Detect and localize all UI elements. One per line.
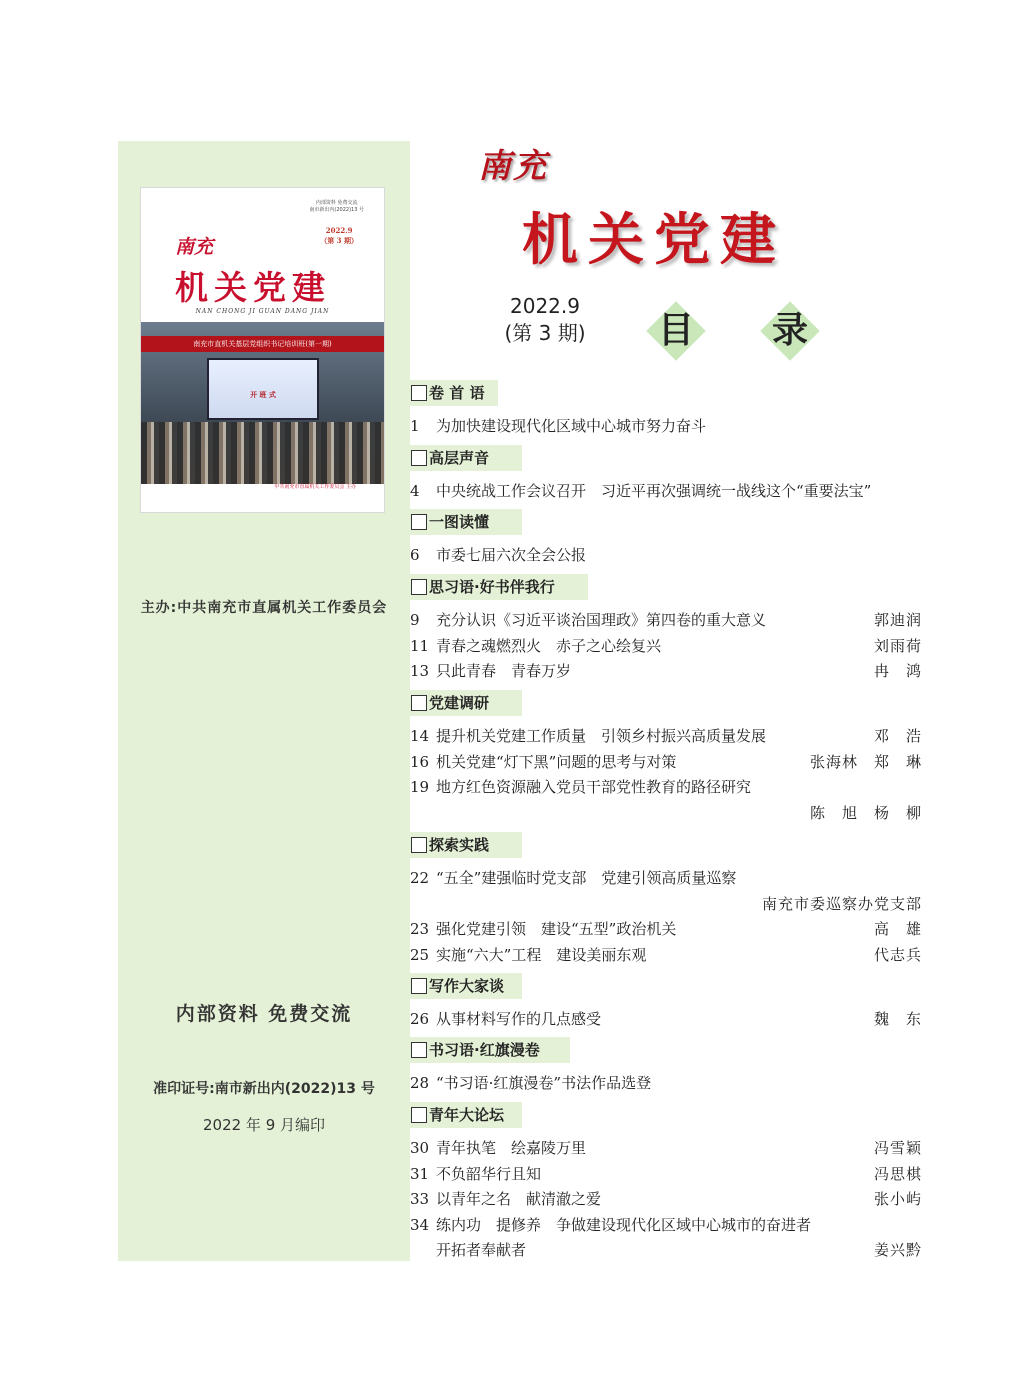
toc-entry-author: 刘雨荷	[873, 636, 922, 655]
toc-page-number: 9	[410, 611, 420, 629]
toc-section-title: 高层声音	[429, 449, 490, 467]
cover-meta-line1: 内部资料 免费交流	[315, 200, 358, 206]
toc-entry-author: 冉 鸿	[873, 662, 922, 680]
cover-issue	[320, 226, 358, 246]
contents-heading-char-2: 录	[760, 306, 820, 356]
cover-title-small: 南充	[175, 236, 214, 258]
toc-entry[interactable]	[410, 775, 922, 800]
toc-section-header	[410, 973, 522, 999]
toc-entry[interactable]	[410, 1238, 922, 1263]
toc-entry[interactable]	[410, 724, 922, 749]
toc-page-number: 30	[410, 1139, 430, 1157]
toc-entry[interactable]	[410, 634, 922, 659]
toc-section-header	[410, 574, 588, 600]
toc-section-title: 青年大论坛	[429, 1106, 505, 1124]
toc-entry-author: 陈 旭 杨 柳	[809, 803, 922, 822]
checkbox-square-icon	[411, 450, 427, 466]
toc-section-title: 党建调研	[429, 694, 490, 712]
magazine-title-big: 机关党建	[522, 207, 786, 273]
toc-entry-author: 代志兵	[873, 945, 922, 964]
toc-entry-title: 地方红色资源融入党员干部党性教育的路径研究	[436, 778, 752, 796]
toc-section-title: 卷 首 语	[429, 384, 485, 402]
toc-section-header	[410, 1037, 570, 1063]
checkbox-square-icon	[411, 385, 427, 401]
toc-entry-title: 实施“六大”工程 建设美丽东观	[436, 945, 647, 964]
toc-entry[interactable]	[410, 608, 922, 633]
cover-photo	[141, 322, 384, 484]
checkbox-square-icon	[411, 514, 427, 530]
contents-heading-char-1: 目	[646, 306, 706, 356]
cover-title-big: 机关党建	[175, 268, 331, 307]
cover-audience	[141, 422, 384, 484]
host-organization: 主办:中共南充市直属机关工作委员会	[140, 600, 388, 616]
cover-issue-date: 2022.9	[325, 226, 353, 235]
toc-section-header	[410, 509, 522, 535]
toc-entry[interactable]	[410, 1136, 922, 1161]
toc-entry-title: 以青年之名 献清澈之爱	[436, 1190, 602, 1208]
toc-entry-author: 高 雄	[873, 920, 922, 938]
cover-meta	[309, 200, 364, 214]
toc-entry-author: 郭迪润	[873, 611, 922, 629]
toc-entry[interactable]	[410, 1187, 922, 1212]
cover-pinyin: NAN CHONG JI GUAN DANG JIAN	[195, 308, 330, 315]
magazine-title-small: 南充	[478, 146, 548, 185]
toc-entry-author: 魏 东	[873, 1010, 922, 1028]
cover-image	[140, 187, 385, 513]
toc-section-header	[410, 1102, 522, 1128]
toc-section-title: 思习语·好书伴我行	[429, 578, 555, 596]
checkbox-square-icon	[411, 978, 427, 994]
toc-entry-title: 开拓者奉献者	[436, 1241, 527, 1259]
toc-entry[interactable]	[410, 1071, 922, 1096]
toc-entry-title: “书习语·红旗漫卷”书法作品选登	[436, 1074, 652, 1092]
toc-page-number: 34	[410, 1215, 430, 1234]
toc-entry-title: “五全”建强临时党支部 党建引领高质量巡察	[436, 869, 737, 887]
cover-issue-no: （第 3 期）	[320, 236, 358, 245]
toc-page-number: 4	[410, 482, 420, 500]
toc-page-number: 16	[410, 752, 430, 771]
toc-page-number: 26	[410, 1010, 430, 1028]
toc-section-title: 书习语·红旗漫卷	[429, 1041, 540, 1059]
toc-entry[interactable]	[410, 866, 922, 891]
issue-info	[470, 293, 620, 347]
cover-sponsor: 中共南充市直属机关工作委员会 主办	[274, 484, 356, 490]
toc-entry-title: 中央统战工作会议召开 习近平再次强调统一战线这个“重要法宝”	[436, 482, 872, 500]
toc-entry[interactable]	[410, 479, 922, 504]
toc-entry[interactable]	[410, 943, 922, 968]
internal-notice: 内部资料 免费交流	[175, 1003, 353, 1025]
toc-entry-title: 青春之魂燃烈火 赤子之心绘复兴	[436, 636, 662, 655]
toc-entry-title: 充分认识《习近平谈治国理政》第四卷的重大意义	[436, 611, 767, 629]
checkbox-square-icon	[411, 1107, 427, 1123]
toc-entry[interactable]	[410, 543, 922, 568]
toc-entry-title: 从事材料写作的几点感受	[436, 1010, 602, 1028]
cover-screen-text: 开 班 式	[250, 391, 276, 399]
toc-entry-author: 张小屿	[873, 1190, 922, 1208]
toc-entry-title: 市委七届六次全会公报	[436, 546, 587, 564]
toc-entry-title: 强化党建引领 建设“五型”政治机关	[436, 920, 677, 938]
toc-page-number: 19	[410, 778, 430, 796]
toc-entry-author: 姜兴黔	[873, 1241, 922, 1259]
toc-page-number: 11	[410, 636, 430, 655]
toc-page-number: 33	[410, 1190, 430, 1208]
toc-page-number: 25	[410, 945, 430, 964]
toc-section-header	[410, 832, 522, 858]
toc-section-title: 一图读懂	[429, 513, 490, 531]
toc-entry-author: 南充市委巡察办党支部	[761, 894, 922, 913]
toc-entry[interactable]	[410, 750, 922, 775]
toc-page-number: 23	[410, 920, 430, 938]
toc-page-number: 6	[410, 546, 420, 564]
toc-entry[interactable]	[410, 414, 922, 439]
toc-entry-author: 冯雪颖	[873, 1139, 922, 1157]
issue-number: (第 3 期)	[504, 321, 586, 345]
toc-page-number: 22	[410, 869, 430, 887]
toc-entry-author: 邓 浩	[873, 727, 922, 745]
toc-section-header	[410, 380, 498, 406]
toc-entry-title: 为加快建设现代化区域中心城市努力奋斗	[436, 417, 707, 435]
toc-entry[interactable]	[410, 917, 922, 942]
checkbox-square-icon	[411, 695, 427, 711]
checkbox-square-icon	[411, 579, 427, 595]
toc-page-number: 13	[410, 662, 430, 680]
toc-entry-title: 练内功 提修养 争做建设现代化区域中心城市的奋进者	[436, 1215, 812, 1234]
toc-section-title: 探索实践	[429, 836, 490, 854]
toc-entry[interactable]	[410, 1007, 922, 1032]
toc-entry-title: 青年执笔 绘嘉陵万里	[436, 1139, 587, 1157]
toc-page-number: 1	[410, 417, 420, 435]
issue-date: 2022.9	[510, 294, 580, 318]
toc-entry[interactable]	[410, 1213, 922, 1238]
toc-entry-title: 提升机关党建工作质量 引领乡村振兴高质量发展	[436, 727, 767, 745]
toc-section-header	[410, 445, 522, 471]
checkbox-square-icon	[411, 1042, 427, 1058]
edited-date: 2022 年 9 月编印	[202, 1116, 326, 1134]
left-panel	[118, 141, 410, 1261]
cover-stage-screen	[207, 358, 319, 420]
toc-entry[interactable]	[410, 801, 922, 826]
toc-page-number: 31	[410, 1164, 430, 1183]
toc-entry[interactable]	[410, 1162, 922, 1187]
toc-section-title: 写作大家谈	[429, 977, 505, 995]
toc-section-header	[410, 690, 522, 716]
toc-entry-title: 只此青春 青春万岁	[436, 662, 572, 680]
toc-page-number: 28	[410, 1074, 430, 1092]
permit-number: 准印证号:南市新出内(2022)13 号	[153, 1081, 375, 1097]
toc-entry-title: 机关党建“灯下黑”问题的思考与对策	[436, 752, 677, 771]
toc-entry[interactable]	[410, 892, 922, 917]
toc-page-number: 14	[410, 727, 430, 745]
toc-entry-title: 不负韶华行且知	[436, 1164, 542, 1183]
toc-entry-author: 冯思棋	[873, 1164, 922, 1183]
checkbox-square-icon	[411, 837, 427, 853]
cover-banner: 南充市直机关基层党组织书记培训班(第一期)	[141, 336, 384, 352]
cover-meta-line2: 南市新出内(2022)13 号	[309, 207, 364, 213]
toc-entry[interactable]	[410, 659, 922, 684]
toc-entry-author: 张海林 郑 琳	[809, 752, 922, 771]
